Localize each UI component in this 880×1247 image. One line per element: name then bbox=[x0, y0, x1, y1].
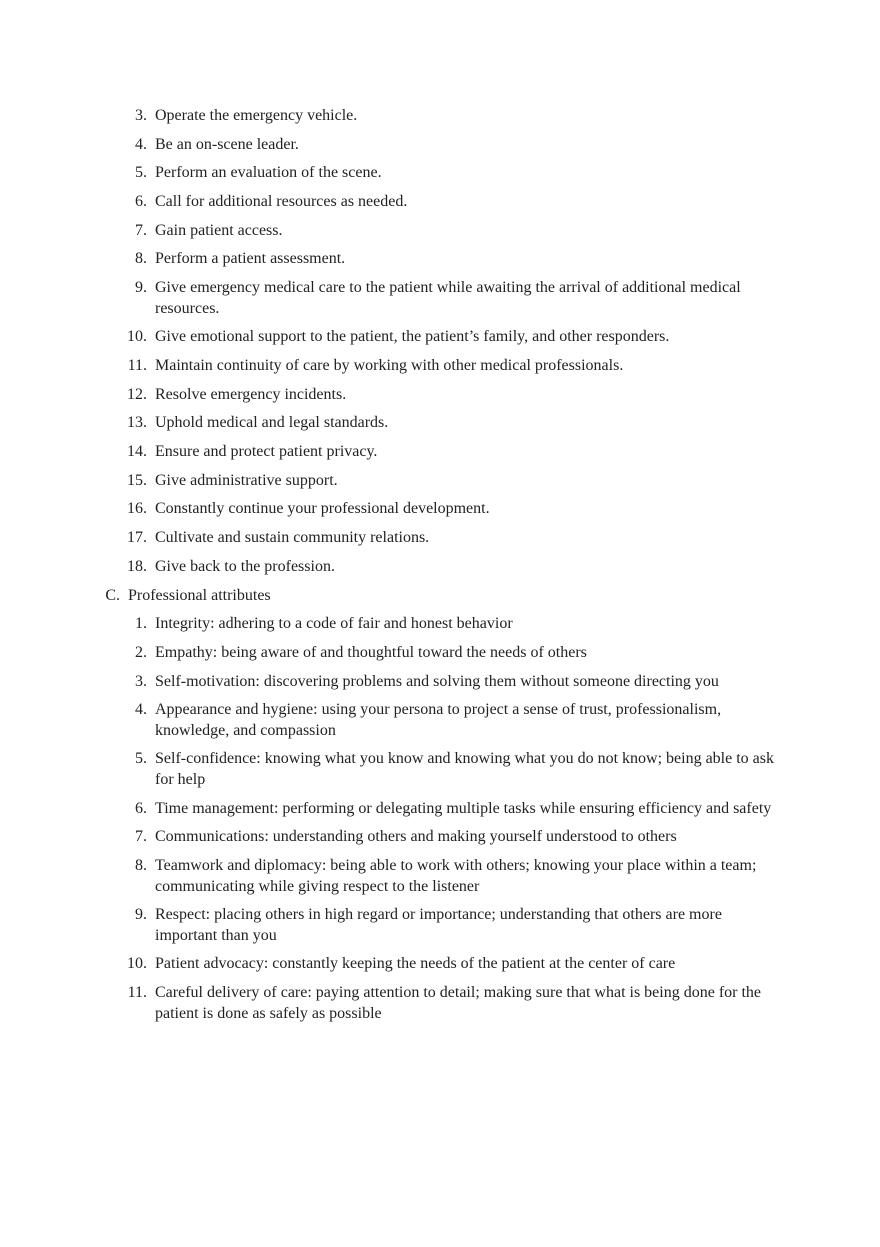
list-item bbox=[0, 749, 780, 790]
list-item bbox=[0, 643, 780, 664]
item-number: 3. bbox=[135, 672, 147, 690]
list-item bbox=[0, 528, 780, 549]
item-text: Respect: placing others in high regard or importance; understanding that others are more important than you bbox=[155, 906, 722, 944]
item-number: 11. bbox=[127, 984, 147, 1002]
item-number: 6. bbox=[135, 193, 147, 211]
list-item bbox=[0, 471, 780, 492]
list-item bbox=[0, 249, 780, 270]
item-number: 18. bbox=[127, 557, 147, 575]
item-text: Teamwork and diplomacy: being able to work with others; knowing your place within a team; communicating while giving respect to the listener bbox=[155, 857, 757, 895]
item-number: 5. bbox=[135, 164, 147, 182]
item-number: 8. bbox=[135, 857, 147, 874]
item-number: 10. bbox=[127, 955, 147, 973]
list-item bbox=[0, 385, 780, 406]
item-text: Communications: understanding others and making yourself understood to others bbox=[155, 828, 677, 846]
item-number: 3. bbox=[135, 107, 147, 124]
item-text: Cultivate and sustain community relations. bbox=[155, 529, 430, 547]
list-item bbox=[0, 192, 780, 213]
item-text: Empathy: being aware of and thoughtful toward the needs of others bbox=[155, 643, 587, 661]
item-text: Resolve emergency incidents. bbox=[155, 385, 347, 403]
list-item bbox=[0, 106, 780, 127]
list-item bbox=[0, 700, 780, 741]
list-item bbox=[0, 135, 780, 156]
item-number: 9. bbox=[135, 279, 147, 297]
item-text: Constantly continue your professional development. bbox=[155, 500, 490, 518]
list-item bbox=[0, 327, 780, 348]
list-item bbox=[0, 672, 780, 693]
item-number: 4. bbox=[135, 701, 147, 719]
item-text: Time management: performing or delegating multiple tasks while ensuring efficiency and safety bbox=[155, 799, 772, 817]
list-item bbox=[0, 905, 780, 946]
item-text: Appearance and hygiene: using your persona to project a sense of trust, professionalism, knowledge, and compassion bbox=[155, 701, 722, 739]
item-text: Give back to the profession. bbox=[155, 557, 335, 575]
section-heading bbox=[0, 586, 880, 607]
item-number: 14. bbox=[127, 443, 147, 461]
item-number: 12. bbox=[127, 385, 147, 403]
list-item bbox=[0, 557, 780, 578]
item-text: Be an on-scene leader. bbox=[155, 135, 299, 153]
list-item bbox=[0, 163, 780, 184]
item-text: Give administrative support. bbox=[155, 471, 338, 489]
outline-list bbox=[0, 106, 880, 1032]
list-item bbox=[0, 413, 780, 434]
section-title: Professional attributes bbox=[128, 586, 271, 604]
list-item bbox=[0, 954, 780, 975]
item-text: Give emotional support to the patient, the patient’s family, and other responders. bbox=[155, 328, 670, 346]
item-number: 16. bbox=[127, 500, 147, 518]
item-text: Patient advocacy: constantly keeping the needs of the patient at the center of care bbox=[155, 955, 676, 973]
item-number: 1. bbox=[135, 615, 147, 633]
item-text: Perform a patient assessment. bbox=[155, 250, 346, 268]
item-text: Integrity: adhering to a code of fair and honest behavior bbox=[155, 615, 513, 633]
list-item bbox=[0, 499, 780, 520]
item-number: 15. bbox=[127, 471, 147, 489]
item-number: 2. bbox=[135, 643, 147, 661]
item-number: 7. bbox=[135, 828, 147, 846]
item-number: 5. bbox=[135, 750, 147, 768]
item-text: Gain patient access. bbox=[155, 221, 283, 239]
item-number: 11. bbox=[127, 357, 147, 374]
list-item bbox=[0, 356, 780, 377]
item-number: 6. bbox=[135, 799, 147, 817]
list-item bbox=[0, 614, 780, 635]
item-number: 4. bbox=[135, 135, 147, 153]
list-item bbox=[0, 278, 780, 319]
item-text: Ensure and protect patient privacy. bbox=[155, 443, 378, 461]
item-text: Uphold medical and legal standards. bbox=[155, 414, 389, 432]
list-item bbox=[0, 856, 780, 897]
item-text: Self-confidence: knowing what you know and knowing what you do not know; being able to ask for help bbox=[155, 750, 774, 788]
item-text: Give emergency medical care to the patient while awaiting the arrival of additional medical resources. bbox=[155, 279, 741, 317]
item-number: 10. bbox=[127, 328, 147, 346]
list-item bbox=[0, 221, 780, 242]
item-number: 9. bbox=[135, 906, 147, 924]
item-text: Perform an evaluation of the scene. bbox=[155, 164, 382, 182]
item-text: Careful delivery of care: paying attention to detail; making sure that what is being done for the patient is done as safely as possible bbox=[155, 984, 762, 1022]
list-item bbox=[0, 799, 780, 820]
list-item bbox=[0, 827, 780, 848]
item-number: 17. bbox=[127, 529, 147, 547]
item-text: Call for additional resources as needed. bbox=[155, 193, 408, 211]
item-number: 13. bbox=[127, 414, 147, 432]
item-number: 8. bbox=[135, 250, 147, 268]
item-text: Maintain continuity of care by working with other medical professionals. bbox=[155, 357, 624, 374]
item-number: 7. bbox=[135, 221, 147, 239]
item-text: Self-motivation: discovering problems and solving them without someone directing you bbox=[155, 672, 719, 690]
list-item bbox=[0, 442, 780, 463]
list-item bbox=[0, 983, 780, 1024]
item-text: Operate the emergency vehicle. bbox=[155, 107, 358, 124]
section-letter: C. bbox=[105, 586, 120, 604]
